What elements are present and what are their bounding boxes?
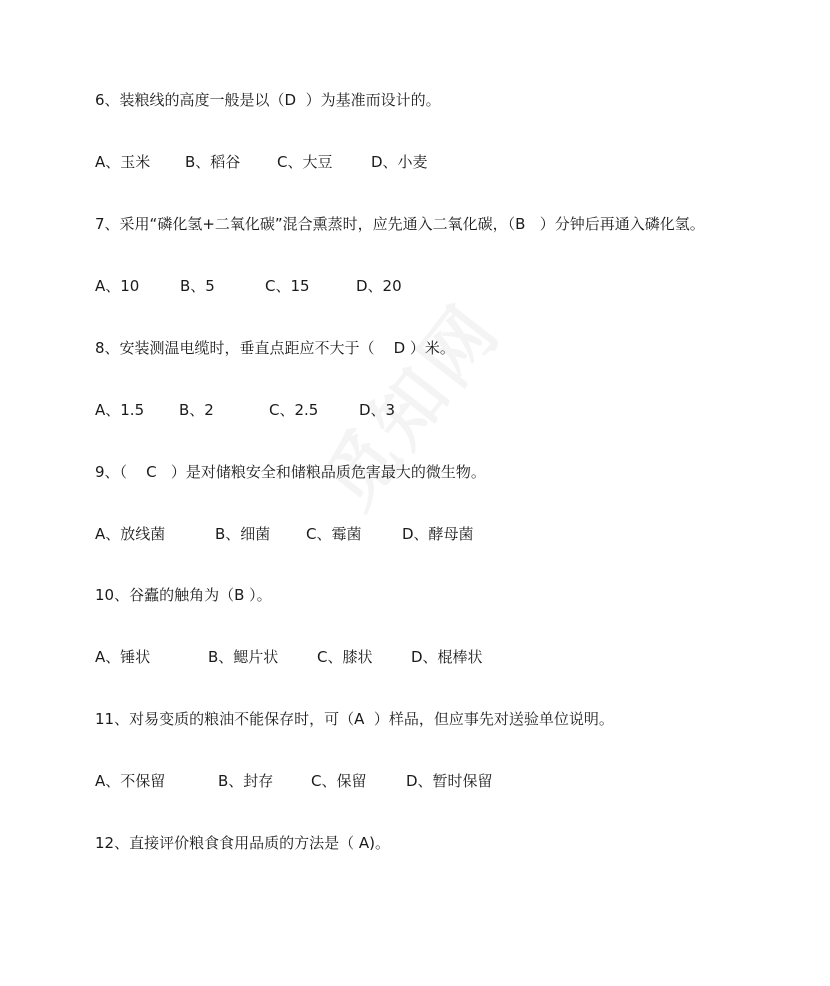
question-12: 12、直接评价粮食食用品质的方法是（ A)。 (95, 834, 390, 852)
option-b: B、5 (180, 277, 215, 295)
option-b: B、鳃片状 (208, 648, 279, 666)
question-6: 6、装粮线的高度一般是以（D ）为基准而设计的。 (95, 91, 441, 109)
question-9: 9、（ C ）是对储粮安全和储粮品质危害最大的微生物。 (95, 463, 486, 481)
option-b: B、2 (179, 401, 214, 419)
option-c: C、2.5 (269, 401, 319, 419)
option-a: A、放线菌 (95, 525, 166, 543)
option-b: B、稻谷 (185, 153, 241, 171)
option-c: C、保留 (311, 772, 367, 790)
option-d: D、小麦 (371, 153, 428, 171)
question-7: 7、采用“磷化氢+二氧化碳”混合熏蒸时，应先通入二氧化碳，（B ）分钟后再通入磷化氢。 (95, 215, 705, 233)
option-a: A、10 (95, 277, 140, 295)
option-d: D、棍棒状 (411, 648, 483, 666)
option-a: A、不保留 (95, 772, 166, 790)
option-a: A、玉米 (95, 153, 151, 171)
option-c: C、15 (265, 277, 310, 295)
option-c: C、膝状 (317, 648, 373, 666)
question-10: 10、谷蠹的触角为（B ）。 (95, 586, 272, 604)
option-c: C、大豆 (277, 153, 333, 171)
question-8: 8、安装测温电缆时，垂直点距应不大于（ D ）米。 (95, 339, 455, 357)
option-d: D、酵母菌 (402, 525, 474, 543)
option-d: D、3 (359, 401, 396, 419)
option-c: C、霉菌 (306, 525, 362, 543)
question-11: 11、对易变质的粮油不能保存时，可（A ）样品，但应事先对送验单位说明。 (95, 710, 614, 728)
option-b: B、细菌 (215, 525, 271, 543)
option-d: D、20 (356, 277, 402, 295)
option-a: A、1.5 (95, 401, 145, 419)
option-a: A、锤状 (95, 648, 151, 666)
option-d: D、暂时保留 (406, 772, 493, 790)
option-b: B、封存 (218, 772, 274, 790)
watermark (294, 278, 520, 526)
